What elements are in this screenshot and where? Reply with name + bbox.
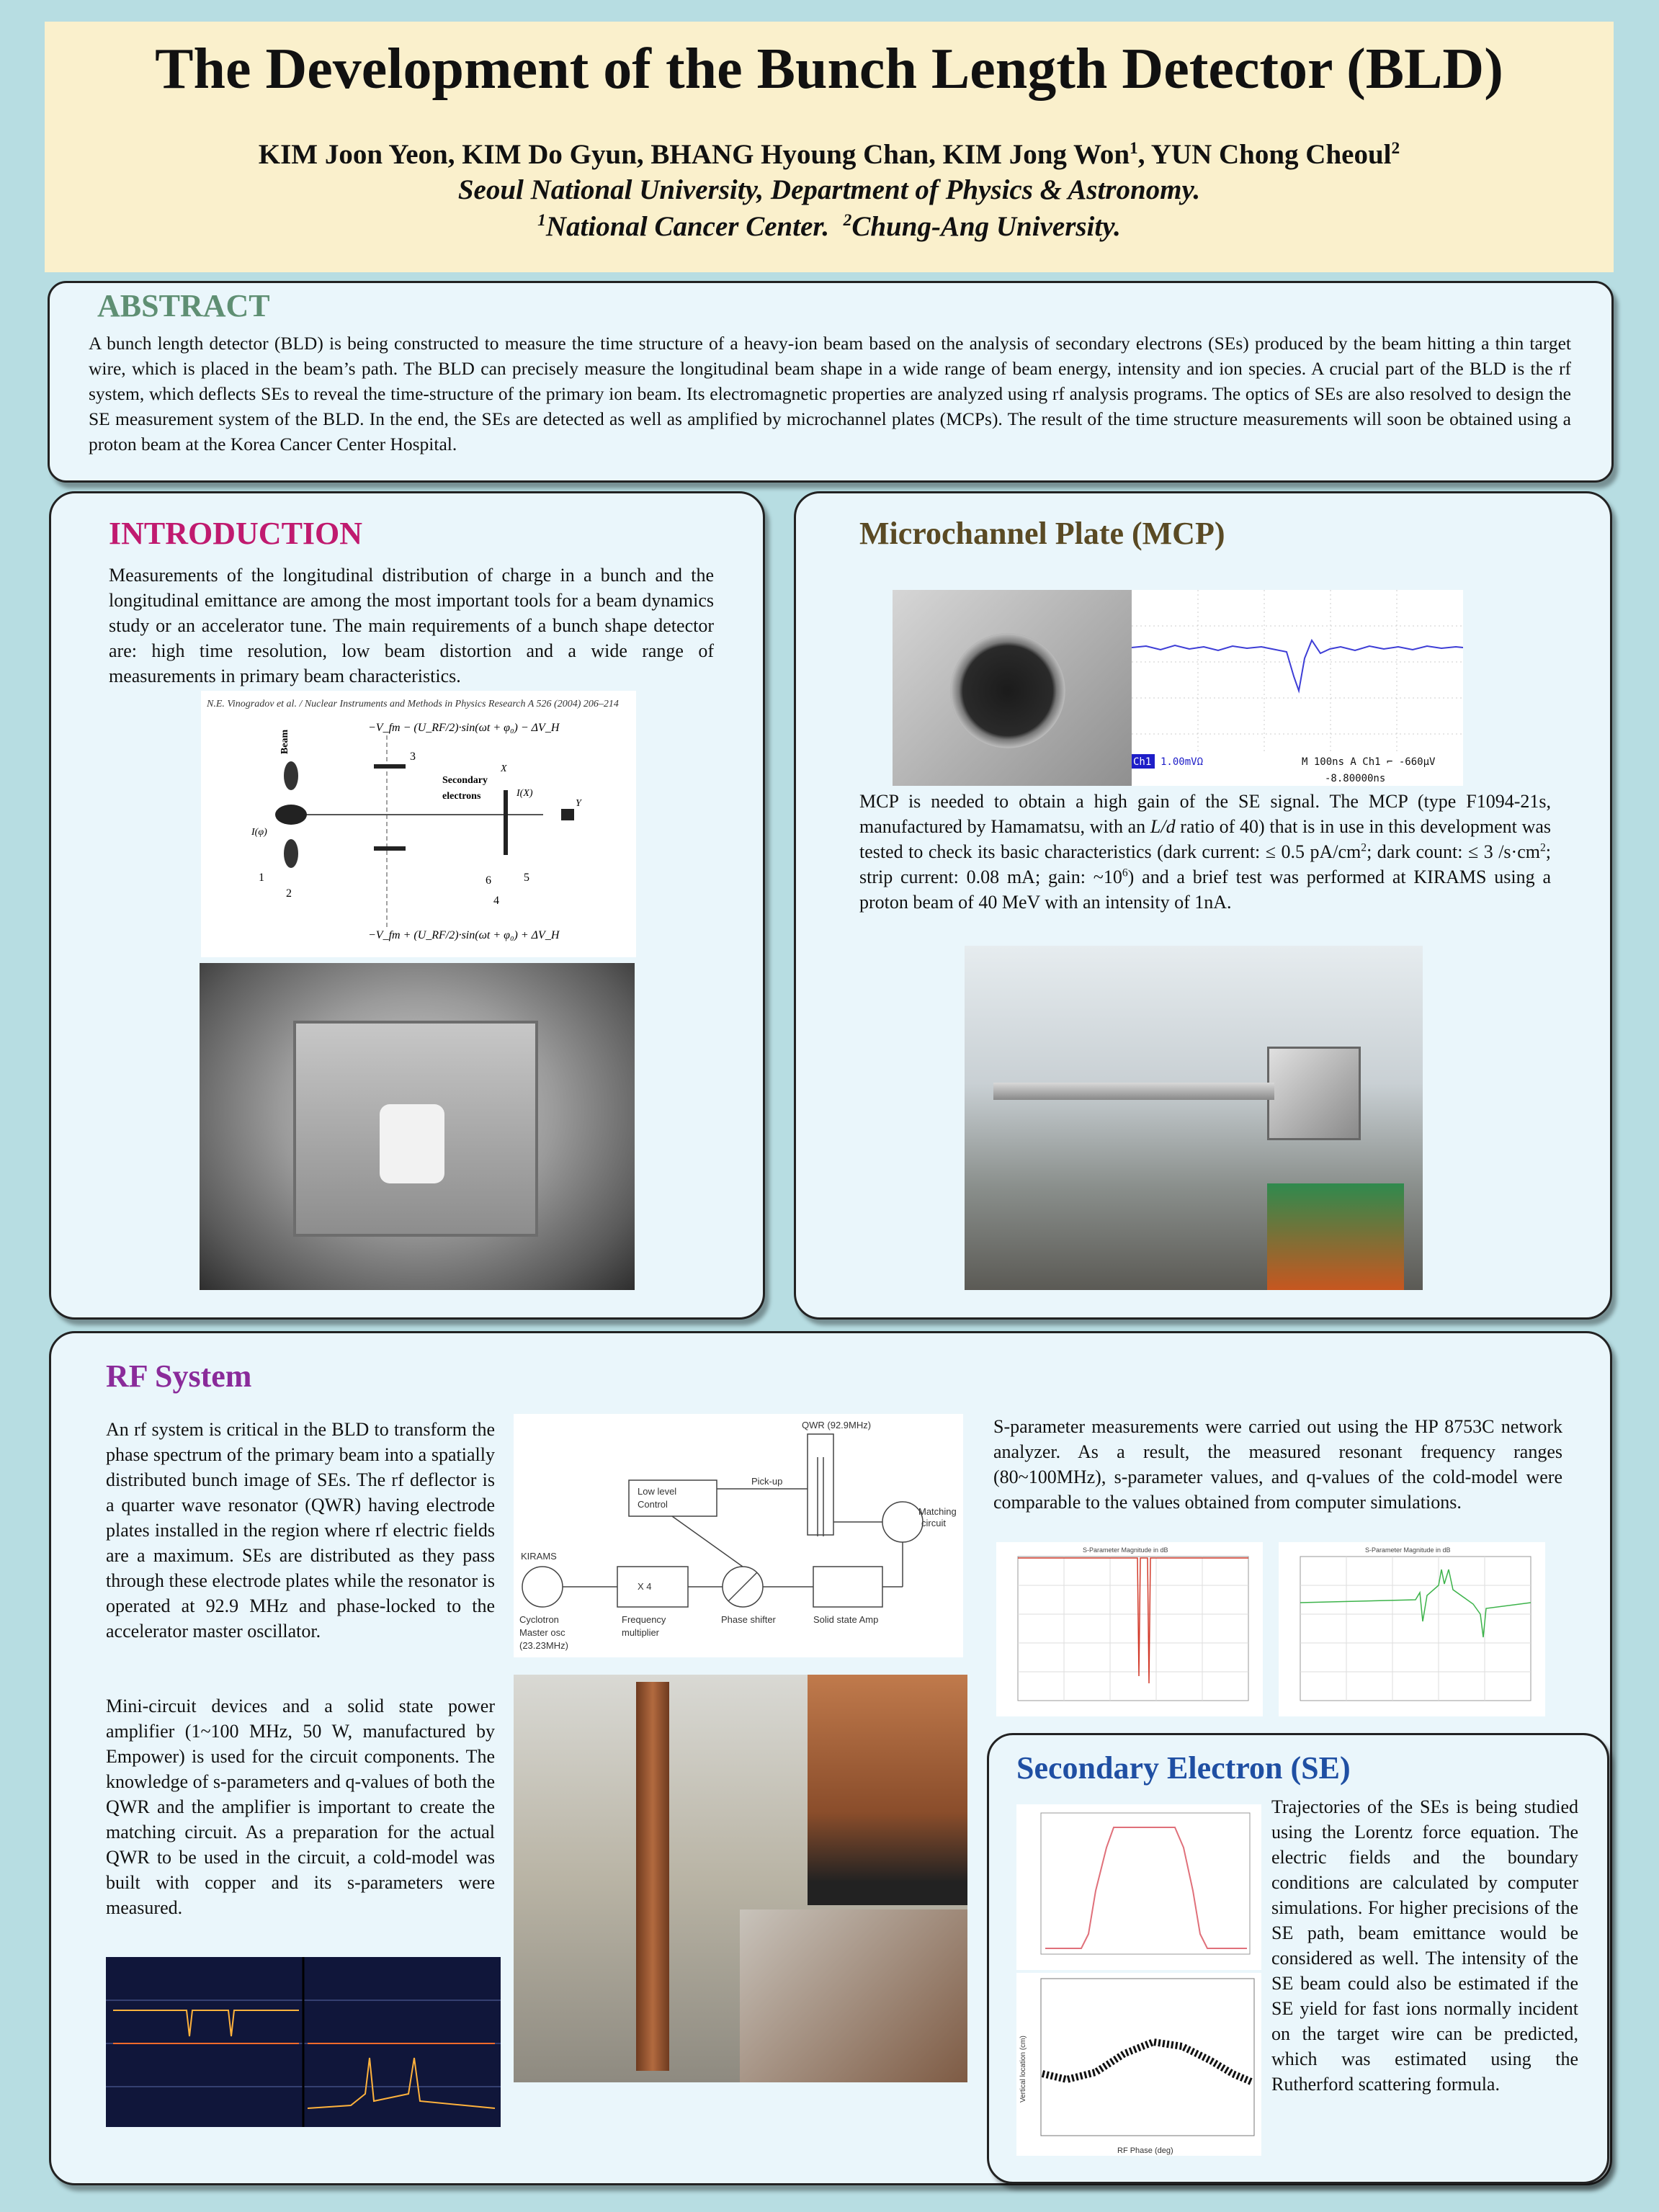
beamline-pipe bbox=[993, 1083, 1274, 1100]
mcp-text-5: ) and a brief test was performed at KIRAMS using a proton beam of 40 MeV with an intensity of 1nA. bbox=[859, 867, 1551, 913]
sparam-chart-right bbox=[1279, 1542, 1545, 1716]
scope-channel-value: 1.00mVΩ bbox=[1161, 756, 1204, 768]
rf-schematic bbox=[514, 1414, 963, 1657]
label-5: 5 bbox=[524, 872, 529, 884]
llc-label-2: Control bbox=[638, 1499, 668, 1510]
authors-sep: , YUN Chong Cheoul bbox=[1137, 139, 1392, 170]
mcp-sup-3: 6 bbox=[1122, 867, 1128, 879]
solid-state-amp-box bbox=[813, 1567, 882, 1607]
bsd-schematic bbox=[201, 691, 636, 957]
eq-bottom: −V_fm + (U_RF/2)·sin(ωt + φ₀) + ΔV_H bbox=[368, 929, 560, 941]
copper-resonator-rod bbox=[636, 1682, 669, 2071]
rf-text-1: An rf system is critical in the BLD to transform the phase spectrum of the primary beam into a spatially distributed bunch image of SEs. The rf deflector is a quarter wave resonator (QWR) having electrode plates installed in the region where rf electric fields are a maximum. SEs are distributed as they pass through these electrode plates while the resonator is operated at 92.9 MHz and phase-locked to the accelerator master oscillator. bbox=[106, 1419, 495, 1642]
affiliation-other bbox=[45, 210, 1614, 243]
signal-waveform bbox=[1132, 640, 1463, 691]
affiliation-main: Seoul National University, Department of Physics & Astronomy. bbox=[457, 174, 1201, 205]
mcp-text-ld: L/d bbox=[1150, 816, 1176, 837]
eq-top: −V_fm − (U_RF/2)·sin(ωt + φ₀) − ΔV_H bbox=[368, 722, 560, 734]
affil-part-1: National Cancer Center. bbox=[545, 211, 844, 242]
mcp-panel bbox=[794, 491, 1612, 1320]
support-stand bbox=[1267, 1183, 1404, 1290]
sparam-left-title: S-Parameter Magnitude in dB bbox=[1083, 1546, 1168, 1554]
amp-label: Solid state Amp bbox=[813, 1614, 879, 1625]
label-4: 4 bbox=[493, 895, 499, 907]
mcp-holder bbox=[380, 1104, 444, 1183]
field-profile-trace bbox=[1045, 1827, 1247, 1948]
phase-shifter-label: Phase shifter bbox=[721, 1614, 776, 1625]
rf-text-2: Mini-circuit devices and a solid state power amplifier (1~100 MHz, 50 W, manufactured by Empower) is used for the circuit components. The knowledge of s-parameters and q-values of both the QWR and the amplifier is important to create the matching circuit. As a preparation for the actual QWR to be used in the circuit, a cold-model was built with copper and its s-parameters were measured. bbox=[106, 1696, 495, 1918]
mcp-sup-2: 2 bbox=[1539, 841, 1546, 854]
trajectory-xlabel: RF Phase (deg) bbox=[1117, 2146, 1173, 2155]
author-sup-1: 1 bbox=[1130, 139, 1138, 158]
mcp-text-2: ratio of 40) that is in use in this development was tested to check its basic characteristics (dark current: ≤ 0.5 pA/cm bbox=[859, 816, 1551, 862]
pickup-label: Pick-up bbox=[751, 1476, 783, 1487]
author-sup-2: 2 bbox=[1391, 139, 1400, 158]
matching-label-1: Matching bbox=[918, 1506, 957, 1517]
oscilloscope-screen bbox=[1132, 590, 1463, 786]
poster-title: The Development of the Bunch Length Detector (BLD) bbox=[155, 37, 1503, 101]
analyzer-traces bbox=[106, 1957, 501, 2127]
se-title: Secondary Electron (SE) bbox=[1016, 1750, 1351, 1786]
affil-part-2: Chung-Ang University. bbox=[851, 211, 1121, 242]
introduction-panel bbox=[49, 491, 765, 1320]
se-field-chart bbox=[1016, 1804, 1261, 1970]
abstract-panel bbox=[48, 281, 1614, 483]
s21-trace bbox=[308, 2058, 495, 2108]
qwr-box bbox=[808, 1434, 833, 1535]
qwr-label: QWR (92.9MHz) bbox=[802, 1420, 872, 1430]
label-y: Y bbox=[576, 798, 581, 809]
label-1: 1 bbox=[259, 872, 264, 884]
introduction-title: INTRODUCTION bbox=[109, 516, 363, 551]
mcp-text-4: ; strip current: 0.08 mA; gain: ~10 bbox=[859, 841, 1551, 887]
beam-bunch-3 bbox=[284, 839, 298, 868]
llc-label-1: Low level bbox=[638, 1486, 677, 1497]
se-trajectory-plot bbox=[1016, 1973, 1261, 2156]
x4-label: X 4 bbox=[638, 1581, 652, 1592]
freq-label-1: Frequency bbox=[622, 1614, 666, 1625]
electrode-bottom bbox=[374, 846, 406, 851]
rf-text-3: S-parameter measurements were carried out using the HP 8753C network analyzer. As a result, the measured resonant frequency ranges (80~100MHz), s-parameter values, and q-values of the cold-model were comparable to the values obtained from computer simulations. bbox=[993, 1416, 1562, 1513]
network-analyzer-screens bbox=[106, 1957, 501, 2127]
collector bbox=[561, 809, 574, 820]
qwr-cold-model-photo bbox=[514, 1675, 967, 2082]
se-field-plot bbox=[1016, 1804, 1261, 1970]
mcp-text-1: MCP is needed to obtain a high gain of the SE signal. The MCP (type F1094-21s, manufactured by Hamamatsu, with an bbox=[859, 791, 1551, 837]
label-electrons: electrons bbox=[442, 791, 481, 802]
introduction-text: Measurements of the longitudinal distribution of charge in a bunch and the longitudinal emittance are among the most important tools for a beam dynamics study or an accelerator tune. The main requirements of a bunch shape detector are: high time resolution, low beam distortion and a wide range of measurements in primary beam characteristics. bbox=[109, 565, 714, 686]
resonator-top-closeup bbox=[808, 1675, 967, 1905]
freq-label-2: multiplier bbox=[622, 1627, 660, 1638]
scope-trace bbox=[1132, 590, 1463, 786]
beamline-chamber bbox=[1267, 1047, 1361, 1140]
trajectory-ylabel: Vertical location (cm) bbox=[1019, 2036, 1027, 2103]
cyclotron-label-2: Master osc bbox=[519, 1627, 565, 1638]
secondary-electron-panel bbox=[987, 1733, 1609, 2184]
s11-sim-trace bbox=[1018, 1558, 1248, 1683]
sparam-chart-left bbox=[996, 1542, 1263, 1716]
bunch-shape-detector-diagram bbox=[201, 691, 636, 957]
beam-bunch-1 bbox=[284, 761, 298, 790]
mcp-sup-1: 2 bbox=[1361, 841, 1367, 854]
authors-main: KIM Joon Yeon, KIM Do Gyun, BHANG Hyoung Chan, KIM Jong Won bbox=[258, 139, 1130, 170]
affil-sup-1: 1 bbox=[537, 211, 546, 230]
detector-plate bbox=[504, 790, 508, 855]
mcp-text bbox=[859, 789, 1551, 915]
matching-label-2: circuit bbox=[921, 1518, 946, 1528]
affil-sup-2: 2 bbox=[843, 211, 852, 230]
kirams-beamline-photo bbox=[965, 946, 1423, 1290]
mcp-title: Microchannel Plate (MCP) bbox=[859, 516, 1225, 551]
scope-channel-label: Ch1 bbox=[1133, 756, 1152, 768]
sparam-right-title: S-Parameter Magnitude in dB bbox=[1365, 1546, 1451, 1554]
author-list bbox=[45, 138, 1614, 171]
label-secondary: Secondary bbox=[442, 775, 488, 786]
mcp-aperture bbox=[950, 633, 1065, 748]
rf-block-diagram bbox=[514, 1414, 963, 1657]
beam-bunch-2 bbox=[275, 805, 307, 825]
trajectory-band bbox=[1042, 2042, 1253, 2082]
label-ix: I(X) bbox=[517, 788, 533, 799]
abstract-text: A bunch length detector (BLD) is being constructed to measure the time structure of a heavy-ion beam based on the analysis of secondary electrons (SEs) produced by the beam hitting a thin target wire, which is placed in the beam’s path. The BLD can precisely measure the longitudinal beam shape in a wide range of beam energy, intensity and ion species. A crucial part of the BLD is the rf system, which deflects SEs to reveal the time-structure of the primary ion beam. Its electromagnetic properties are analyzed using rf analysis programs. The optics of SEs are also resolved to design the SE measurement system of the BLD. In the end, the SEs are detected as well as amplified by microchannel plates (MCPs). The result of the time structure measurements will soon be obtained using a proton beam at the Korea Cancer Center Hospital. bbox=[89, 333, 1571, 455]
abstract-title: ABSTRACT bbox=[97, 288, 270, 323]
mcp-detector-photo bbox=[893, 590, 1135, 786]
label-6: 6 bbox=[486, 874, 491, 887]
se-trajectory-chart bbox=[1016, 1973, 1261, 2156]
label-beam: Beam bbox=[280, 729, 290, 754]
label-x: X bbox=[501, 764, 507, 774]
scope-trigger: -8.80000ns bbox=[1325, 773, 1386, 784]
cyclotron-osc bbox=[522, 1567, 563, 1607]
citation-text: N.E. Vinogradov et al. / Nuclear Instruments and Methods in Physics Research A 526 (2004) 206–214 bbox=[207, 699, 619, 709]
matching-circuit bbox=[882, 1502, 923, 1542]
s21-sim-trace bbox=[1300, 1570, 1531, 1637]
rf-system-title: RF System bbox=[106, 1358, 252, 1394]
s11-trace bbox=[113, 2010, 299, 2036]
se-text: Trajectories of the SEs is being studied using the Lorentz force equation. The electric fields and the boundary conditions are calculated by computer simulations. For higher precisions of the SE path, beam emittance would be considered as well. The intensity of the SE beam could also be estimated if the SE yield for fast ions normally incident on the target wire can be predicted, which was estimated using the Rutherford scattering formula. bbox=[1271, 1796, 1578, 2095]
mcp-text-3: ; dark count: ≤ 3 /s·cm bbox=[1367, 841, 1540, 862]
kirams-label: KIRAMS bbox=[521, 1551, 557, 1562]
multiplier-box bbox=[617, 1567, 688, 1607]
cyclotron-label-1: Cyclotron bbox=[519, 1614, 559, 1625]
scope-timebase: M 100ns A Ch1 ⌐ -660μV bbox=[1302, 756, 1436, 768]
sparam-plot-left bbox=[996, 1542, 1263, 1716]
sparam-plot-right bbox=[1279, 1542, 1545, 1716]
label-iphi: I(φ) bbox=[251, 827, 267, 838]
electrode-top bbox=[374, 764, 406, 769]
label-2: 2 bbox=[286, 887, 292, 900]
cyclotron-label-3: (23.23MHz) bbox=[519, 1640, 568, 1651]
label-3: 3 bbox=[410, 751, 416, 763]
vacuum-chamber-photo bbox=[200, 963, 635, 1290]
poster-header bbox=[45, 22, 1614, 272]
connector-closeup bbox=[740, 1909, 967, 2082]
